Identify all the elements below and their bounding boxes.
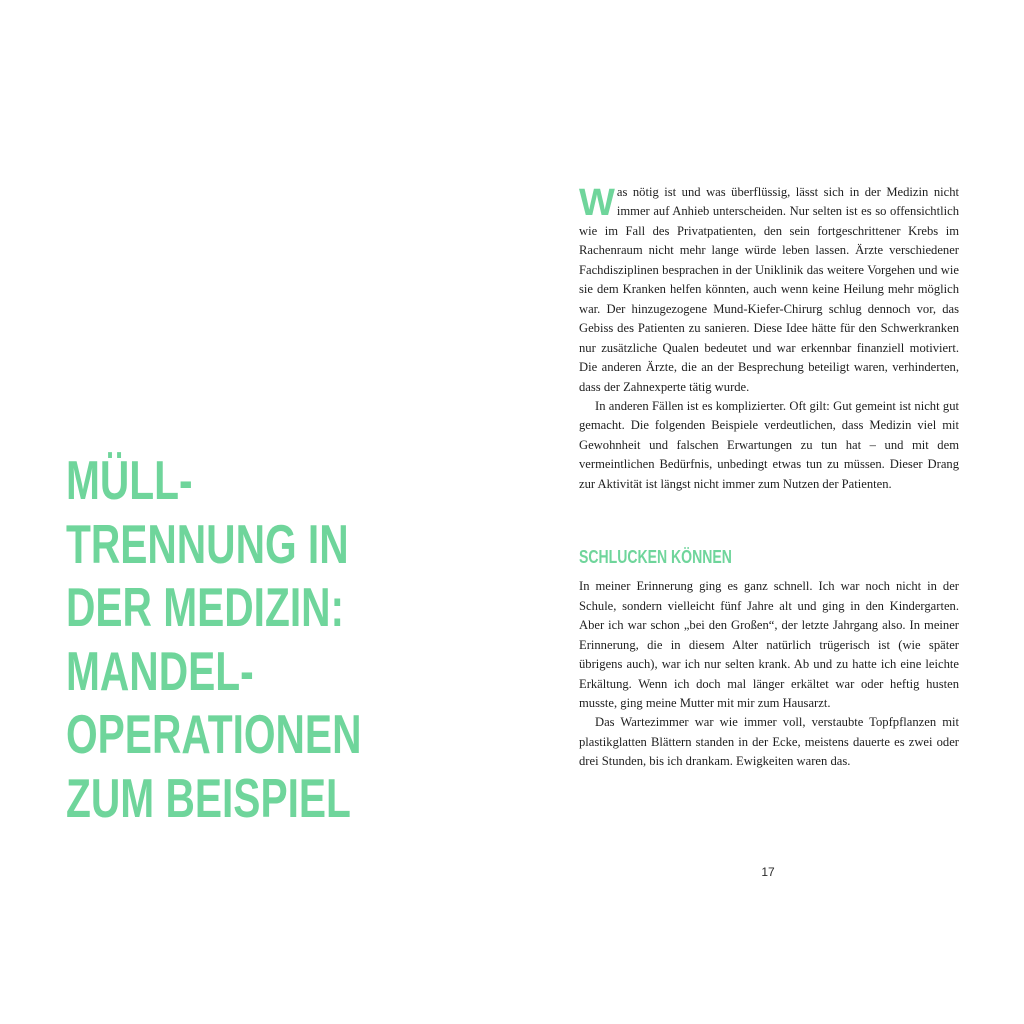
body-text-column [579, 183, 959, 772]
intro-paragraph [579, 183, 959, 397]
drop-cap-letter: W [579, 182, 615, 224]
chapter-title [66, 449, 362, 830]
intro-paragraph-text: as nötig ist und was überflüssig, lässt sich in der Medizin nicht immer auf Anhieb unterscheiden. Nur selten ist es so offensichtlich wie im Fall des Privatpatienten, den sein fortgeschrittener Krebs im Rachenraum nicht mehr lange würde leben lassen. Ärzte verschiedener Fachdisziplinen besprachen in der Uniklinik das weitere Vorgehen und wie sie dem Kranken helfen könnten, auch wenn keine Heilung mehr möglich war. Der hinzugezogene Mund-Kiefer-Chirurg schlug dennoch vor, das Gebiss des Patienten zu sanieren. Diese Idee hätte für den Schwerkranken nur zusätzliche Qualen bedeutet und war erkennbar finanziell motiviert. Die anderen Ärzte, die an der Besprechung beteiligt waren, verhinderten, dass der Zahnexperte tätig wurde. [579, 185, 959, 394]
chapter-title-line: OPERATIONEN [66, 703, 362, 765]
chapter-title-line: ZUM BEISPIEL [66, 766, 351, 829]
section-paragraph-1: In meiner Erinnerung ging es ganz schnell. Ich war noch nicht in der Schule, sondern vielleicht fünf Jahre alt und ging in den Kindergarten. Aber ich war schon „bei den Großen“, der letzte Jahrgang also. In meiner Erinnerung, die in diesem Alter natürlich trügerisch ist (wie später übrigens auch), war ich nur selten krank. Ab und zu hatte ich eine leichte Erkältung. Wenn ich doch mal länger erkältet war oder heftig husten musste, ging meine Mutter mit mir zum Hausarzt. [579, 579, 959, 710]
chapter-title-line: TRENNUNG IN [66, 512, 349, 575]
intro-paragraph-2: In anderen Fällen ist es komplizierter. Oft gilt: Gut gemeint ist nicht gut gemacht. Die folgenden Beispiele verdeutlichen, dass Medizin viel mit Gewohnheit und falschen Erwartungen zu tun hat – und mit dem vermeintlichen Bedürfnis, unbedingt etwas tun zu müssen. Dieser Drang zur Aktivität ist längst nicht immer zum Nutzen der Patienten. [579, 398, 959, 491]
page-number: 17 [761, 865, 775, 879]
section-paragraph-2: Das Wartezimmer war wie immer voll, verstaubte Topfpflanzen mit plastikglatten Blättern standen in der Ecke, meistens dauerte es zwei oder drei Stunden, bis ich drankam. Ewigkeiten waren das. [579, 715, 959, 769]
chapter-title-line: MÜLL- [66, 449, 193, 511]
section-heading: SCHLUCKEN KÖNNEN [579, 547, 732, 568]
chapter-title-line: MANDEL- [66, 639, 254, 702]
chapter-title-line: DER MEDIZIN: [66, 576, 345, 638]
